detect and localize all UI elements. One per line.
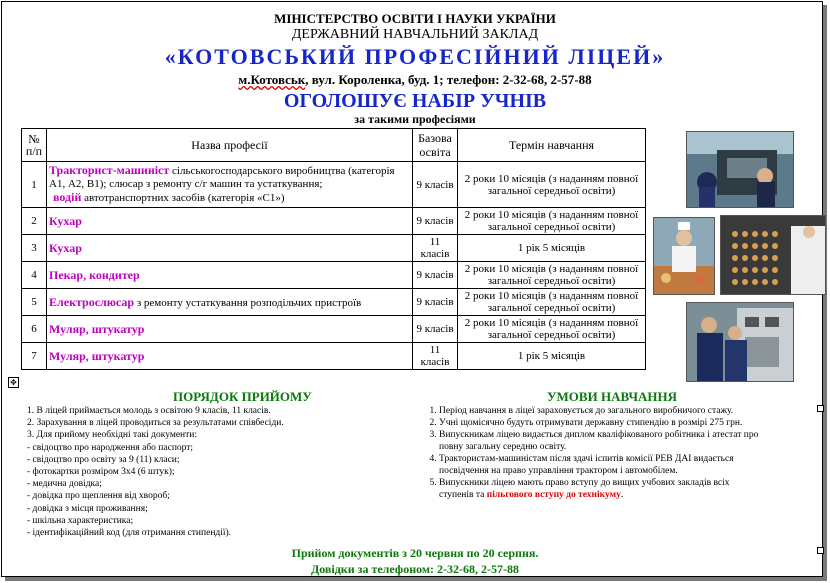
admission-item: - довідка з місця проживання; xyxy=(27,503,148,514)
condition-5-end: . xyxy=(620,490,624,500)
table-row xyxy=(22,262,646,289)
table-row xyxy=(22,235,646,262)
row-num: 4 xyxy=(22,262,47,289)
resize-handle-right[interactable] xyxy=(817,405,824,412)
profession-name-2: кондитер xyxy=(89,267,140,282)
profession-name: Кухар xyxy=(49,240,82,255)
col-header-term: Термін навчання xyxy=(458,129,646,162)
profession-name: Тракторист-машиніст xyxy=(49,163,170,177)
address-details: , вул. Короленка, буд. 1; телефон: 2-32-68, 2-57-88 xyxy=(305,72,592,87)
profession-desc: з ремонту устаткування розподільчих пристроїв xyxy=(134,296,362,309)
ministry-title: МІНІСТЕРСТВО ОСВІТИ І НАУКИ УКРАЇНИ xyxy=(274,11,556,26)
school-name: «КОТОВСЬКИЙ ПРОФЕСІЙНИЙ ЛІЦЕЙ» xyxy=(164,44,666,69)
row-num: 3 xyxy=(22,235,47,262)
photo-cook xyxy=(653,217,715,295)
admission-list xyxy=(27,405,387,539)
table-subtitle: за такими професіями xyxy=(354,112,476,126)
table-row xyxy=(22,208,646,235)
row-term: 1 рік 5 місяців xyxy=(458,343,646,370)
profession-name: Електрослюсар xyxy=(49,294,135,309)
condition-5-highlight: пільгового вступу до технікуму xyxy=(486,490,621,500)
admission-title: ПОРЯДОК ПРИЙОМУ xyxy=(173,389,312,404)
condition-item: 2. Учні щомісячно будуть отримувати державну стипендію в розмірі 275 грн. xyxy=(439,417,759,429)
table-header-row xyxy=(22,129,646,162)
admission-item: - медична довідка; xyxy=(27,479,102,490)
row-profession xyxy=(47,343,413,370)
row-base: 9 класів xyxy=(413,262,458,289)
row-profession xyxy=(47,262,413,289)
col-header-name: Назва професії xyxy=(47,129,413,162)
photo-tractor-workshop xyxy=(686,131,794,208)
admission-item: - свідоцтво про освіту за 9 (11) класи; xyxy=(27,454,180,465)
row-num: 2 xyxy=(22,208,47,235)
school-type: ДЕРЖАВНИЙ НАВЧАЛЬНИЙ ЗАКЛАД xyxy=(291,27,539,42)
row-base: 11 класів xyxy=(413,343,458,370)
address-city: м.Котовськ xyxy=(238,72,306,87)
profession-desc: сільськогосподарського виробництва (категорія А1, А2, В1); слюсар з ремонту с/г машин та устаткування; xyxy=(49,165,395,190)
profession-name: Пекар xyxy=(49,267,84,282)
row-term: 2 роки 10 місяців (з наданням повної загальної середньої освіти) xyxy=(458,208,646,235)
page-shadow-bottom xyxy=(5,577,827,581)
conditions-title: УМОВИ НАВЧАННЯ xyxy=(547,389,678,404)
table-move-handle-icon[interactable]: ✥ xyxy=(8,377,19,388)
row-base: 9 класів xyxy=(413,316,458,343)
condition-item: 1. Період навчання в ліцеї зараховується до загального виробничого стажу. xyxy=(439,405,759,417)
row-num: 5 xyxy=(22,289,47,316)
professions-table xyxy=(21,128,646,370)
announcement-title: ОГОЛОШУЄ НАБІР УЧНІВ xyxy=(283,90,547,112)
row-num: 7 xyxy=(22,343,47,370)
row-profession xyxy=(47,208,413,235)
row-num: 1 xyxy=(22,162,47,208)
row-profession xyxy=(47,289,413,316)
row-profession xyxy=(47,235,413,262)
table-row xyxy=(22,162,646,208)
photo-electrician xyxy=(686,302,794,382)
row-base: 9 класів xyxy=(413,289,458,316)
resize-handle-bottom-right[interactable] xyxy=(817,547,824,554)
table-row xyxy=(22,316,646,343)
table-row xyxy=(22,289,646,316)
row-term: 2 роки 10 місяців (з наданням повної загальної середньої освіти) xyxy=(458,316,646,343)
conditions-list xyxy=(421,405,759,501)
profession-desc-2: автотранспортних засобів (категорія «С1») xyxy=(81,192,285,204)
profession-name: Кухар xyxy=(49,213,82,228)
condition-5-text: Випускники ліцею мають право вступу до вищих учбових закладів всіх ступенів та xyxy=(439,478,730,500)
profession-name: Муляр, штукатур xyxy=(49,348,145,363)
row-term: 1 рік 5 місяців xyxy=(458,235,646,262)
documents-period xyxy=(0,546,830,561)
row-profession xyxy=(47,316,413,343)
profession-name: Муляр, штукатур xyxy=(49,321,145,336)
address xyxy=(0,72,830,88)
row-base: 9 класів xyxy=(413,208,458,235)
condition-item: 3. Випускникам ліцею видається диплом кваліфікованого робітника і атестат про повну загальну середню освіту. xyxy=(439,429,759,453)
profession-sep: , xyxy=(83,267,90,282)
admission-item: 3. Для прийому необхідні такі документи: xyxy=(27,430,198,441)
admission-item: - свідоцтво про народження або паспорт; xyxy=(27,442,194,453)
admission-item: 1. В ліцей приймається молодь з освітою 9 класів, 11 класів. xyxy=(27,406,271,416)
col-header-num: № п/п xyxy=(22,129,47,162)
row-num: 6 xyxy=(22,316,47,343)
admission-item: - ідентифікаційний код (для отримання стипендії). xyxy=(27,528,232,539)
row-base: 9 класів xyxy=(413,162,458,208)
row-term: 2 роки 10 місяців (з наданням повної загальної середньої освіти) xyxy=(458,162,646,208)
admission-item: - довідка про щеплення від хвороб; xyxy=(27,491,170,502)
admission-item: - фотокартки розміром 3х4 (6 штук); xyxy=(27,467,175,478)
table-row xyxy=(22,343,646,370)
row-term: 2 роки 10 місяців (з наданням повної загальної середньої освіти) xyxy=(458,262,646,289)
row-base: 11 класів xyxy=(413,235,458,262)
profession-name-2: водій xyxy=(53,190,82,204)
admission-item: 2. Зарахування в ліцей проводиться за результатами співбесіди. xyxy=(27,418,284,429)
documents-period-dates: 20 червня по 20 серпня xyxy=(410,546,536,560)
photo-bakery xyxy=(720,215,826,295)
row-profession xyxy=(47,162,413,208)
col-header-base: Базова освіта xyxy=(413,129,458,162)
documents-period-end: . xyxy=(535,546,539,560)
documents-period-label: Прийом документів з xyxy=(291,546,410,560)
admission-item: - шкільна характеристика; xyxy=(27,515,134,526)
contact-phones: Довідки за телефоном: 2-32-68, 2-57-88 xyxy=(310,562,520,576)
row-term: 2 роки 10 місяців (з наданням повної загальної середньої освіти) xyxy=(458,289,646,316)
condition-item xyxy=(439,477,759,501)
condition-item: 4. Трактористам-машиністам після здачі іспитів комісії РЕВ ДАІ видається посвідчення на право управління трактором і автомобілем. xyxy=(439,453,759,477)
